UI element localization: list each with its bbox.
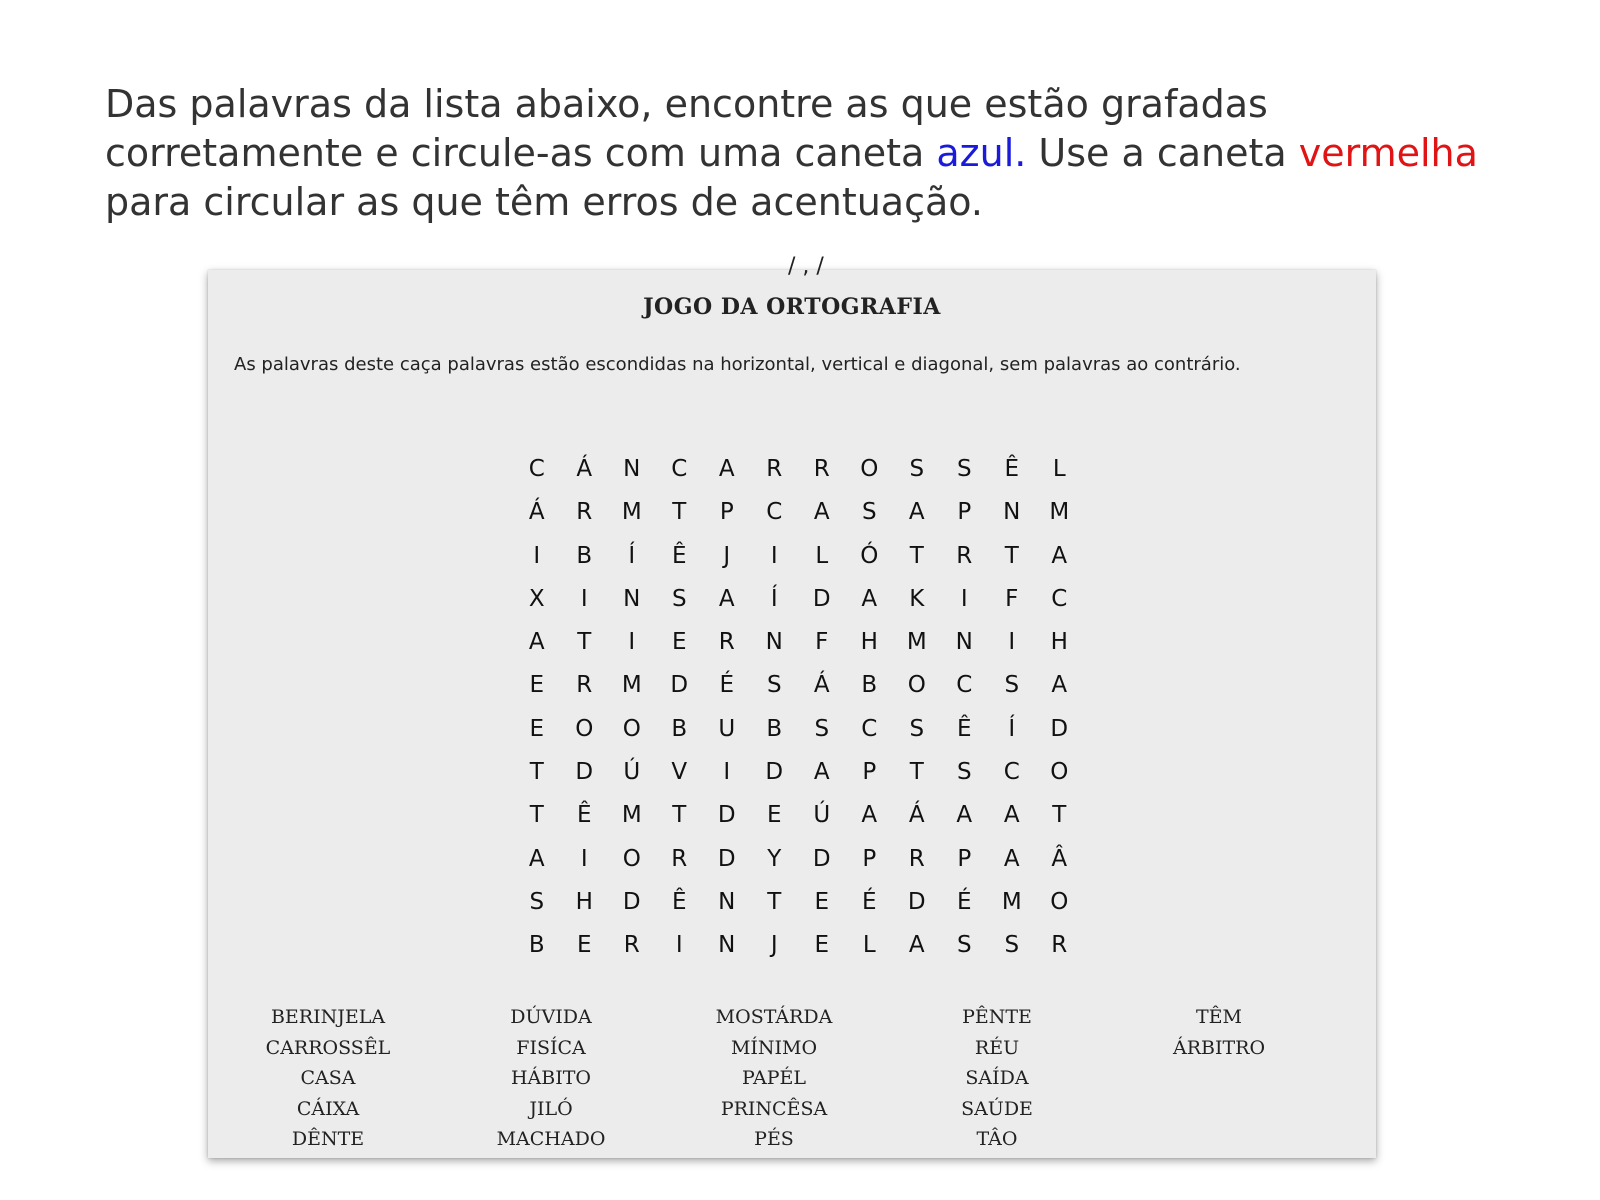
word-list-item: PÉS	[754, 1128, 794, 1150]
grid-letter[interactable]: N	[718, 888, 736, 915]
grid-letter[interactable]: M	[906, 629, 927, 656]
grid-letter[interactable]: S	[909, 715, 925, 742]
word-list-item: JILÓ	[529, 1097, 573, 1120]
word-list-item: PAPÉL	[741, 1067, 807, 1089]
grid-letter[interactable]: B	[528, 932, 545, 959]
grid-letter[interactable]: I	[770, 542, 778, 569]
grid-letter[interactable]: D	[812, 845, 831, 872]
grid-letter[interactable]: E	[814, 888, 830, 915]
grid-letter[interactable]: D	[812, 585, 831, 612]
word-list-column	[218, 1002, 438, 1155]
grid-letter[interactable]: R	[718, 629, 735, 656]
grid-letter[interactable]: I	[580, 845, 588, 872]
instruction-blue-word: azul.	[936, 131, 1027, 175]
grid-letter[interactable]: O	[622, 715, 641, 742]
grid-letter[interactable]: Ó	[860, 542, 879, 569]
grid-letter[interactable]: B	[861, 672, 878, 699]
grid-letter[interactable]: I	[675, 932, 683, 959]
word-list-item: BERINJELA	[270, 1006, 386, 1028]
grid-letter[interactable]: A	[908, 932, 925, 959]
grid-letter[interactable]: T	[672, 802, 687, 829]
grid-letter[interactable]: D	[717, 845, 736, 872]
word-search-card	[208, 254, 1376, 1158]
grid-letter[interactable]: Í	[1008, 715, 1016, 742]
grid-letter[interactable]: A	[528, 629, 545, 656]
grid-letter[interactable]: H	[860, 629, 878, 656]
grid-letter[interactable]: R	[813, 456, 830, 482]
grid-letter[interactable]: C	[766, 499, 783, 526]
grid-letter[interactable]: R	[623, 932, 640, 959]
grid-letter[interactable]: A	[718, 585, 735, 612]
grid-letter[interactable]: M	[621, 672, 642, 699]
grid-letter[interactable]: D	[575, 759, 594, 786]
grid-letter[interactable]: E	[529, 672, 545, 699]
instruction-part-3: para circular as que têm erros de acentuação.	[105, 180, 983, 224]
grid-letter[interactable]: S	[956, 759, 972, 786]
grid-letter[interactable]: T	[577, 629, 592, 656]
word-list-item: PÊNTE	[962, 1006, 1032, 1028]
word-list-item: SAÍDA	[965, 1067, 1029, 1089]
grid-letter[interactable]: Y	[767, 845, 782, 872]
grid-letter[interactable]: B	[671, 715, 688, 742]
grid-letter[interactable]: A	[1003, 845, 1020, 872]
grid-letter[interactable]: Ê	[576, 802, 592, 829]
grid-letter[interactable]: O	[1050, 888, 1069, 915]
grid-letter[interactable]: I	[960, 585, 968, 612]
grid-letter[interactable]: Ê	[1004, 456, 1020, 482]
grid-letter[interactable]: E	[529, 715, 545, 742]
grid-letter[interactable]: A	[861, 585, 878, 612]
instruction-red-word: vermelha	[1298, 131, 1478, 175]
grid-letter[interactable]: B	[576, 542, 593, 569]
word-list-item: PRINCÊSA	[720, 1097, 828, 1120]
grid-letter[interactable]: A	[718, 456, 735, 482]
instruction-part-2: Use a caneta	[1026, 131, 1299, 175]
word-list-item: MACHADO	[496, 1128, 606, 1150]
grid-letter[interactable]: A	[1051, 672, 1068, 699]
grid-letter[interactable]: X	[528, 585, 545, 612]
grid-letter[interactable]: R	[576, 672, 593, 699]
grid-letter[interactable]: C	[1003, 759, 1020, 786]
grid-letter[interactable]: É	[861, 888, 877, 915]
grid-letter[interactable]: P	[862, 845, 877, 872]
grid-letter[interactable]: A	[528, 845, 545, 872]
word-list-item: TÂO	[976, 1128, 1018, 1150]
grid-letter[interactable]: D	[622, 888, 641, 915]
grid-letter[interactable]: O	[907, 672, 926, 699]
word-list-item: CASA	[300, 1067, 356, 1089]
grid-letter[interactable]: P	[957, 499, 972, 526]
grid-letter[interactable]: M	[621, 499, 642, 526]
grid-letter[interactable]: Í	[628, 542, 636, 569]
grid-letter[interactable]: U	[718, 715, 736, 742]
grid-letter[interactable]: É	[956, 888, 972, 915]
word-list-column	[1109, 1002, 1329, 1063]
grid-letter[interactable]: Á	[528, 499, 545, 526]
grid-letter[interactable]: T	[529, 802, 544, 829]
grid-letter[interactable]: S	[671, 585, 687, 612]
grid-letter[interactable]: F	[1005, 585, 1019, 612]
grid-letter[interactable]: É	[719, 672, 735, 699]
grid-letter[interactable]: S	[766, 672, 782, 699]
word-list-item: FISÍCA	[516, 1036, 586, 1059]
grid-letter[interactable]: Á	[813, 672, 830, 699]
grid-letter[interactable]: I	[723, 759, 731, 786]
grid-letter[interactable]: Á	[908, 802, 925, 829]
grid-letter[interactable]: M	[621, 802, 642, 829]
grid-letter[interactable]: I	[580, 585, 588, 612]
grid-letter[interactable]: R	[671, 845, 688, 872]
word-list-item: DÊNTE	[291, 1128, 365, 1150]
grid-letter[interactable]: O	[1050, 759, 1069, 786]
grid-letter[interactable]: D	[670, 672, 689, 699]
word-list-item: CÁIXA	[296, 1097, 360, 1120]
word-list-column	[441, 1002, 661, 1155]
grid-letter[interactable]: P	[862, 759, 877, 786]
grid-letter[interactable]: R	[766, 456, 783, 482]
grid-letter[interactable]: Ê	[956, 715, 972, 742]
grid-letter[interactable]: R	[908, 845, 925, 872]
instruction-part-1: Das palavras da lista abaixo, encontre as que estão grafadas corretamente e circule-as com uma caneta	[105, 82, 1268, 175]
grid-letter[interactable]: O	[622, 845, 641, 872]
grid-letter[interactable]: L	[862, 932, 876, 959]
grid-letter[interactable]: C	[1051, 585, 1068, 612]
game-description: As palavras deste caça palavras estão escondidas na horizontal, vertical e diagonal, sem palavras ao contrário.	[234, 354, 1241, 375]
grid-letter[interactable]: E	[576, 932, 592, 959]
grid-letter[interactable]: N	[1003, 499, 1021, 526]
grid-letter[interactable]: I	[1008, 629, 1016, 656]
grid-letter[interactable]: E	[814, 932, 830, 959]
grid-letter[interactable]: M	[1049, 499, 1070, 526]
grid-letter[interactable]: D	[717, 802, 736, 829]
grid-letter[interactable]: L	[815, 542, 829, 569]
grid-letter[interactable]: B	[766, 715, 783, 742]
grid-letter[interactable]: O	[575, 715, 594, 742]
grid-letter[interactable]: Ê	[671, 542, 687, 569]
grid-letter[interactable]: E	[671, 629, 687, 656]
grid-letter[interactable]: F	[815, 629, 829, 656]
grid-letter[interactable]: N	[718, 932, 736, 959]
word-list-item: TÊM	[1196, 1006, 1242, 1028]
grid-letter[interactable]: E	[766, 802, 782, 829]
grid-letter[interactable]: I	[628, 629, 636, 656]
grid-letter[interactable]: N	[623, 456, 641, 482]
word-list-item: HÁBITO	[510, 1067, 591, 1089]
grid-letter[interactable]: H	[1050, 629, 1068, 656]
grid-letter[interactable]: J	[770, 932, 778, 959]
grid-letter[interactable]: D	[1050, 715, 1069, 742]
grid-letter[interactable]: I	[533, 542, 541, 569]
word-list-item: MOSTÁRDA	[715, 1006, 833, 1028]
grid-letter[interactable]: K	[909, 585, 925, 612]
grid-letter[interactable]: M	[1001, 888, 1022, 915]
word-list-item: RÉU	[974, 1036, 1020, 1059]
grid-letter[interactable]: A	[956, 802, 973, 829]
grid-letter[interactable]: N	[765, 629, 783, 656]
grid-letter[interactable]: V	[671, 759, 688, 786]
grid-letter[interactable]: C	[671, 456, 688, 482]
grid-letter[interactable]: A	[813, 499, 830, 526]
grid-letter[interactable]: S	[956, 932, 972, 959]
grid-letter[interactable]: T	[909, 542, 924, 569]
letter-grid	[513, 448, 1083, 968]
grid-letter[interactable]: T	[672, 499, 687, 526]
cutoff-header-text: / , /	[788, 254, 824, 279]
word-list-column	[887, 1002, 1107, 1155]
grid-letter[interactable]: C	[528, 456, 545, 482]
grid-letter[interactable]: N	[955, 629, 973, 656]
grid-letter[interactable]: S	[1004, 672, 1020, 699]
grid-letter[interactable]: R	[576, 499, 593, 526]
grid-letter[interactable]: S	[956, 456, 972, 482]
grid-letter[interactable]: A	[908, 499, 925, 526]
word-list-item: DÚVIDA	[510, 1006, 592, 1028]
grid-letter[interactable]: R	[956, 542, 973, 569]
grid-letter[interactable]: Ú	[623, 759, 641, 786]
grid-letter[interactable]: P	[719, 499, 734, 526]
grid-letter[interactable]: Í	[770, 585, 778, 612]
grid-letter[interactable]: R	[1051, 932, 1068, 959]
word-list-column	[664, 1002, 884, 1155]
grid-letter[interactable]: T	[1004, 542, 1019, 569]
grid-letter[interactable]: S	[909, 456, 925, 482]
grid-letter[interactable]: S	[1004, 932, 1020, 959]
grid-letter[interactable]: A	[813, 759, 830, 786]
grid-letter[interactable]: A	[1051, 542, 1068, 569]
game-title: JOGO DA ORTOGRAFIA	[643, 294, 941, 320]
grid-letter[interactable]: P	[957, 845, 972, 872]
grid-letter[interactable]: T	[909, 759, 924, 786]
grid-letter[interactable]: Ú	[813, 802, 831, 829]
word-list-item: SAÚDE	[961, 1097, 1033, 1120]
grid-letter[interactable]: Á	[576, 456, 593, 482]
word-list-item: MÍNIMO	[730, 1036, 818, 1059]
grid-letter[interactable]: T	[1052, 802, 1067, 829]
grid-letter[interactable]: N	[623, 585, 641, 612]
grid-letter[interactable]: H	[575, 888, 593, 915]
grid-letter[interactable]: S	[814, 715, 830, 742]
grid-letter[interactable]: C	[956, 672, 973, 699]
grid-letter[interactable]: D	[765, 759, 784, 786]
grid-letter[interactable]: S	[529, 888, 545, 915]
grid-letter[interactable]: O	[860, 456, 879, 482]
grid-letter[interactable]: Â	[1051, 845, 1068, 872]
word-list-item: CARROSSÊL	[265, 1036, 391, 1059]
grid-letter[interactable]: T	[529, 759, 544, 786]
grid-letter[interactable]: A	[861, 802, 878, 829]
grid-letter[interactable]: D	[907, 888, 926, 915]
grid-letter[interactable]: Ê	[671, 888, 687, 915]
grid-letter[interactable]: T	[767, 888, 782, 915]
word-list-item: ÁRBITRO	[1172, 1036, 1266, 1059]
grid-letter[interactable]: L	[1052, 456, 1066, 482]
grid-letter[interactable]: S	[861, 499, 877, 526]
grid-letter[interactable]: A	[1003, 802, 1020, 829]
instruction-text	[105, 80, 1525, 227]
grid-letter[interactable]: C	[861, 715, 878, 742]
grid-letter[interactable]: J	[723, 542, 731, 569]
